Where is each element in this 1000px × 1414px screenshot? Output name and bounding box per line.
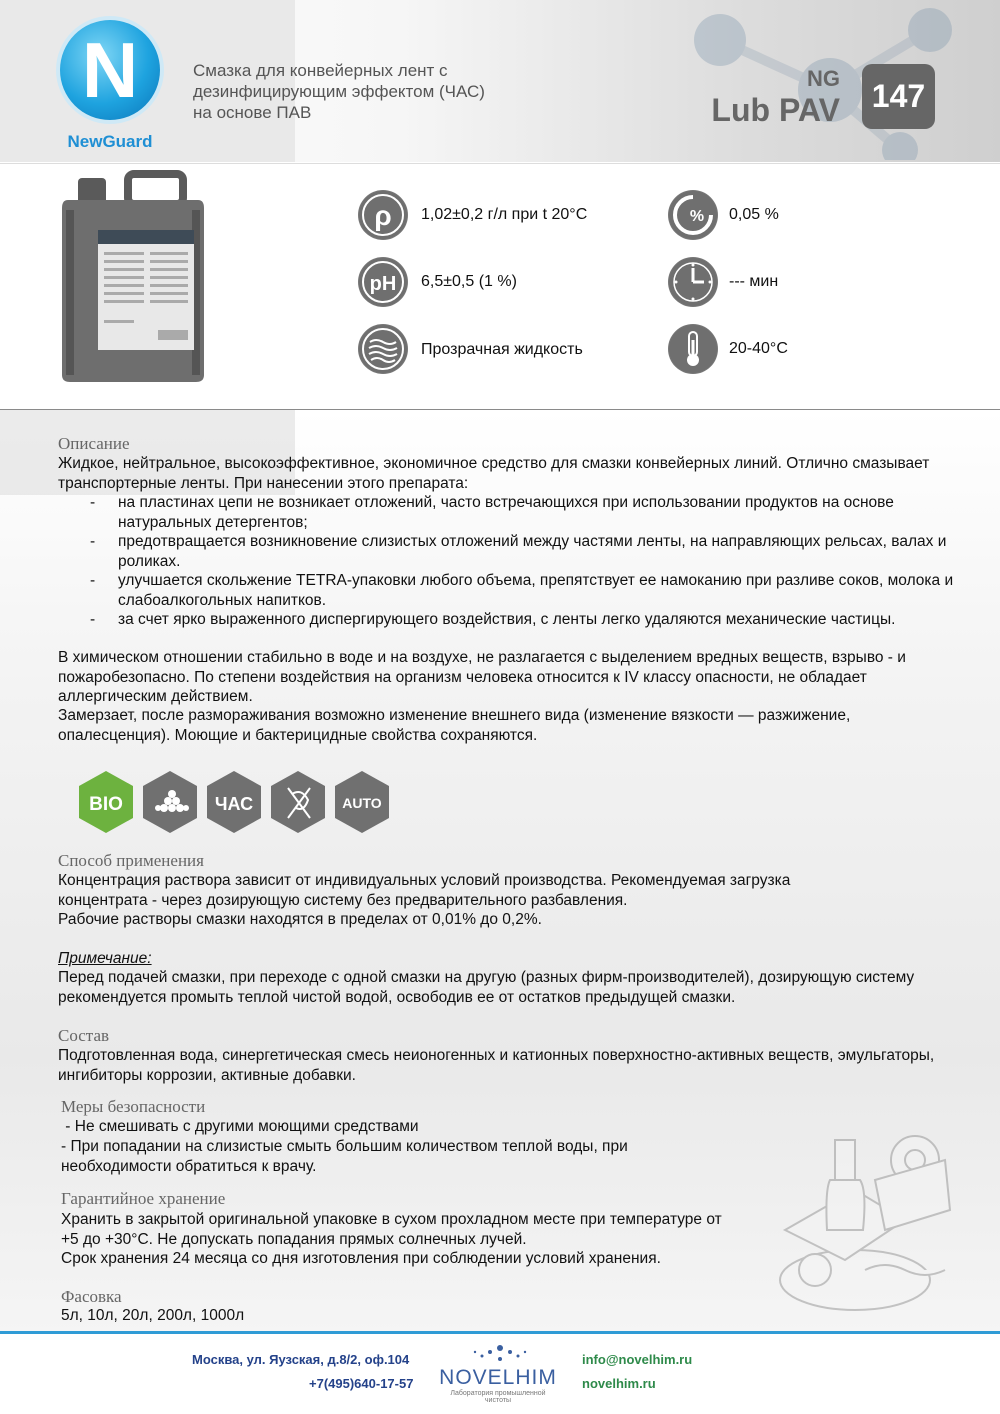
footer-phone[interactable]: +7(495)640-17-57 <box>309 1376 414 1391</box>
density-icon <box>358 190 408 240</box>
concentration-value: 0,05 % <box>729 206 779 223</box>
description-intro: Жидкое, нейтральное, высокоэффективное, экономичное средство для смазки конвейерных линий. Отлично смазывает транспортерные ленты. При нанесении этого препарата: <box>58 455 930 492</box>
svg-text:pH: pH <box>369 273 397 295</box>
svg-text:AUTO: AUTO <box>342 795 382 811</box>
usage-heading: Способ применения <box>58 851 204 870</box>
description-freezing: Замерзает, после размораживания возможно изменение внешнего вида (изменение вязкости — разжижение, опалесценция). Моющие и бактерицидные свойства сохраняются. <box>58 707 851 744</box>
description-bullet: - за счет ярко выраженного диспергирующего воздействия, с ленты легко удаляются механические частицы. <box>90 611 896 628</box>
composition-text: Подготовленная вода, синергетическая смесь неионогенных и катионных поверхностно-активных веществ, эмульгаторы, ингибиторы коррозии, активные добавки. <box>58 1047 935 1084</box>
note-heading: Примечание: <box>58 950 152 967</box>
footer-email[interactable]: info@novelhim.ru <box>582 1352 693 1367</box>
svg-text:ρ: ρ <box>374 200 392 231</box>
note-text: Перед подачей смазки, при переходе с одной смазки на другую (разных фирм-производителей), дозирующую систему рекомендуется промыть теплой чистой водой, освободив ее от остатков предыдущей смазки. <box>58 969 915 1006</box>
logo-letter: N <box>81 25 139 114</box>
description-bullet: - на пластинах цепи не возникает отложений, часто встречающихся при использовании продуктов на основе натуральных детергентов; <box>90 494 894 531</box>
product-subtitle: Смазка для конвейерных лент с дезинфицирующим эффектом (ЧАС) на основе ПАВ <box>193 61 485 122</box>
packaging-heading: Фасовка <box>61 1287 122 1306</box>
product-series: NG <box>807 66 840 91</box>
percent-icon <box>668 190 718 240</box>
svg-text:ЧАС: ЧАС <box>214 794 254 814</box>
ph-value: 6,5±0,5 (1 %) <box>421 273 517 290</box>
bio-badge <box>78 770 134 834</box>
composition-heading: Состав <box>58 1026 110 1045</box>
svg-text:BIO: BIO <box>89 794 123 815</box>
food-illustration <box>775 1120 960 1320</box>
usage-range: Рабочие растворы смазки находятся в пределах от 0,01% до 0,2%. <box>58 911 542 928</box>
thermometer-icon <box>668 324 718 374</box>
liquid-icon <box>358 324 408 374</box>
novelhim-tagline: Лаборатория промышленной чистоты <box>450 1390 546 1404</box>
storage-text: Хранить в закрытой оригинальной упаковке в сухом прохладном месте при температуре от +5 до +30°С. Не допускать попадания прямых солнечных лучей. <box>61 1211 722 1248</box>
ph-icon <box>358 257 408 307</box>
svg-text:%: % <box>689 208 705 225</box>
footer-site[interactable]: novelhim.ru <box>582 1376 656 1391</box>
novelhim-brand: NOVELHIM <box>439 1366 557 1389</box>
safety-line-1: - Не смешивать с другими моющими средствами <box>61 1118 419 1135</box>
granules-badge <box>142 770 198 834</box>
appearance-value: Прозрачная жидкость <box>421 341 583 358</box>
temperature-value: 20-40°С <box>729 340 788 357</box>
description-heading: Описание <box>58 434 130 453</box>
auto-badge <box>334 770 390 834</box>
packaging-text: 5л, 10л, 20л, 200л, 1000л <box>61 1307 245 1324</box>
safety-line-2: - При попадании на слизистые смыть большим количеством теплой воды, при необходимости обратиться к врачу. <box>61 1138 628 1175</box>
product-number: 147 <box>862 64 935 129</box>
usage-text: Концентрация раствора зависит от индивидуальных условий производства. Рекомендуемая загрузка концентрата - через дозирующую систему без предварительного разбавления. <box>58 872 791 909</box>
safety-heading: Меры безопасности <box>61 1097 206 1116</box>
storage-heading: Гарантийное хранение <box>61 1189 226 1208</box>
canister-image <box>58 170 208 385</box>
product-name: Lub PAV <box>711 92 840 128</box>
description-bullet: - предотвращается возникновение слизистых отложений между частями ленты, на направляющих рельсах, валах и роликах. <box>90 533 947 570</box>
chas-badge <box>206 770 262 834</box>
density-value: 1,02±0,2 г/л при t 20°C <box>421 206 588 223</box>
logo-text: NewGuard <box>67 132 153 151</box>
newguard-logo <box>50 20 170 160</box>
bacteria-badge <box>270 770 326 834</box>
description-bullet: - улучшается скольжение TETRA-упаковки любого объема, препятствует ее намоканию при разливе соков, молока и слабоалкогольных напитков. <box>90 572 954 609</box>
clock-icon <box>668 257 718 307</box>
description-stability: В химическом отношении стабильно в воде и на воздухе, не разлагается с выделением вредных веществ, взрыво - и пожаробезопасно. По степени воздействия на организм человека относится к IV классу опасности, не обладает аллергическим действием. <box>58 649 906 705</box>
footer-address: Москва, ул. Яузская, д.8/2, оф.104 <box>192 1352 410 1367</box>
storage-shelf-life: Срок хранения 24 месяца со дня изготовления при соблюдении условий хранения. <box>61 1250 661 1267</box>
time-value: --- мин <box>729 273 779 290</box>
